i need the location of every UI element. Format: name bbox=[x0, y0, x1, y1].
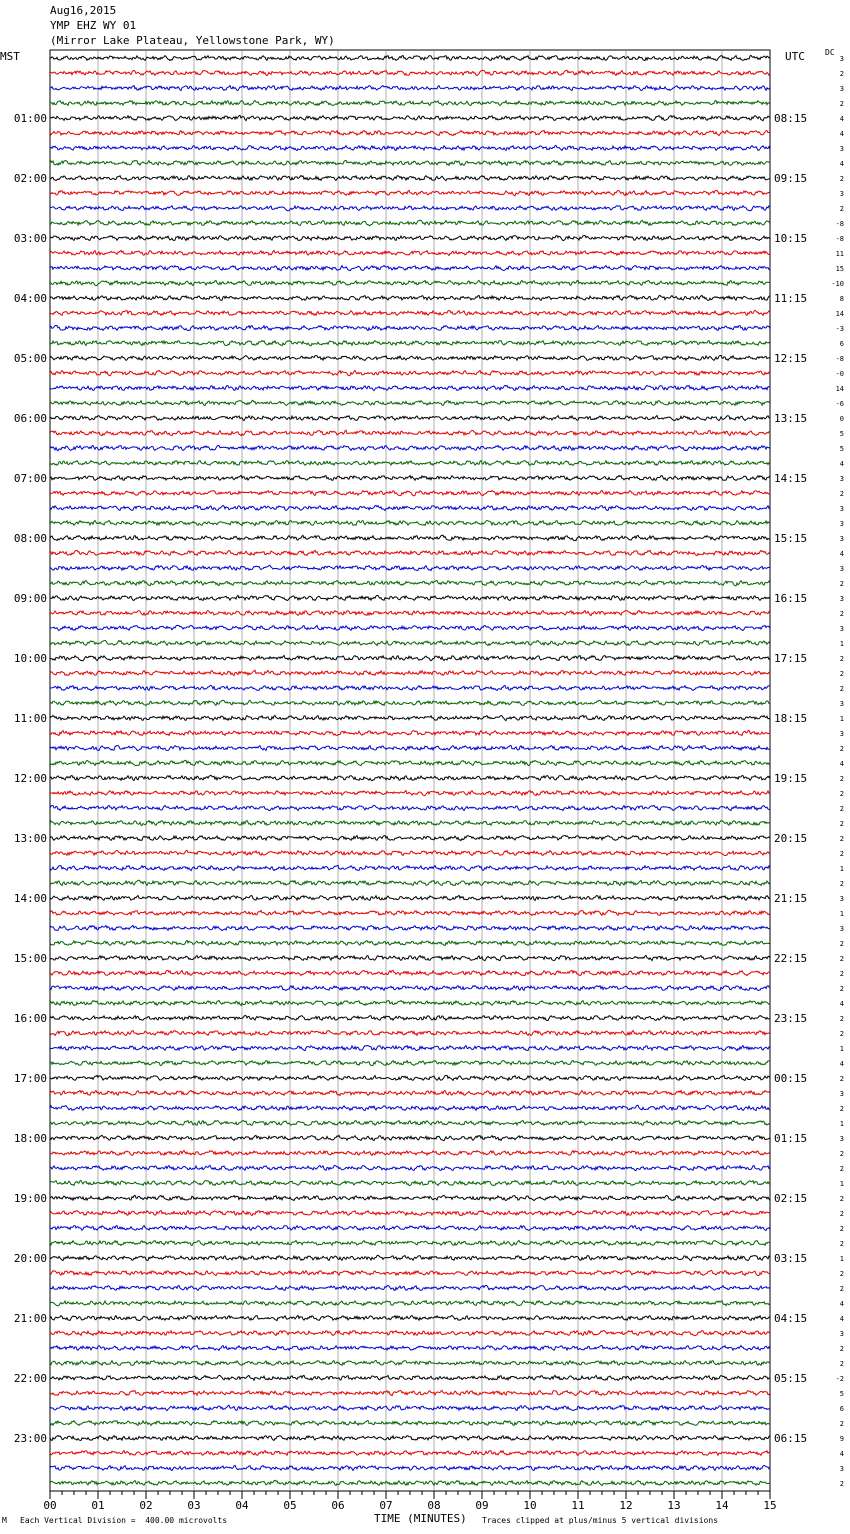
right-hour-label: 10:15 bbox=[774, 232, 808, 245]
dc-offset-value: 0 bbox=[839, 415, 844, 423]
dc-offset-value: -10 bbox=[831, 280, 844, 288]
trace-line bbox=[50, 1165, 770, 1170]
left-hour-label: 15:00 bbox=[13, 952, 47, 965]
right-hour-label: 04:15 bbox=[774, 1312, 808, 1325]
dc-offset-value: 3 bbox=[839, 85, 844, 93]
dc-offset-value: 2 bbox=[839, 820, 844, 828]
x-tick-label: 12 bbox=[619, 1499, 633, 1512]
dc-offset-value: 2 bbox=[839, 1105, 844, 1113]
trace-line bbox=[50, 715, 770, 720]
trace-line bbox=[50, 476, 770, 481]
dc-offset-value: 3 bbox=[839, 55, 844, 63]
left-hour-label: 12:00 bbox=[13, 772, 47, 785]
dc-offset-value: 2 bbox=[839, 610, 844, 618]
dc-offset-value: 4 bbox=[839, 1315, 844, 1323]
left-hour-label: 06:00 bbox=[13, 412, 47, 425]
dc-offset-value: 3 bbox=[839, 535, 844, 543]
trace-line bbox=[50, 220, 770, 225]
right-hour-label: 18:15 bbox=[774, 712, 808, 725]
dc-offset-value: 1 bbox=[839, 1180, 844, 1188]
left-hour-label: 01:00 bbox=[13, 112, 47, 125]
trace-line bbox=[50, 1436, 770, 1441]
trace-line bbox=[50, 1465, 770, 1470]
dc-offset-value: 2 bbox=[839, 1285, 844, 1293]
left-axis-label: MST bbox=[0, 50, 20, 63]
trace-line bbox=[50, 926, 770, 931]
trace-line bbox=[50, 461, 770, 466]
dc-offset-value: 3 bbox=[839, 475, 844, 483]
dc-offset-value: 2 bbox=[839, 670, 844, 678]
trace-line bbox=[50, 791, 770, 796]
dc-offset-value: 3 bbox=[839, 925, 844, 933]
header-station: YMP EHZ WY 01 bbox=[50, 19, 137, 32]
dc-offset-value: 2 bbox=[839, 970, 844, 978]
trace-line bbox=[50, 625, 770, 630]
dc-offset-value: 4 bbox=[839, 130, 844, 138]
trace-line bbox=[50, 730, 770, 735]
dc-offset-value: 2 bbox=[839, 775, 844, 783]
corner-mark: M bbox=[2, 1516, 7, 1525]
trace-line bbox=[50, 176, 770, 181]
trace-line bbox=[50, 1405, 770, 1410]
dc-offset-value: 4 bbox=[839, 160, 844, 168]
dc-offset-value: 2 bbox=[839, 1210, 844, 1218]
trace-line bbox=[50, 970, 770, 975]
trace-line bbox=[50, 326, 770, 331]
dc-offset-value: 3 bbox=[839, 625, 844, 633]
trace-line bbox=[50, 115, 770, 120]
trace-line bbox=[50, 1301, 770, 1306]
x-tick-label: 02 bbox=[139, 1499, 153, 1512]
left-hour-label: 14:00 bbox=[13, 892, 47, 905]
dc-offset-value: 5 bbox=[839, 445, 844, 453]
trace-line bbox=[50, 86, 770, 91]
left-hour-label: 20:00 bbox=[13, 1252, 47, 1265]
trace-line bbox=[50, 416, 770, 421]
trace-line bbox=[50, 520, 770, 525]
trace-line bbox=[50, 505, 770, 510]
right-hour-label: 03:15 bbox=[774, 1252, 808, 1265]
dc-offset-value: 2 bbox=[839, 955, 844, 963]
right-hour-label: 13:15 bbox=[774, 412, 808, 425]
dc-offset-value: 4 bbox=[839, 1450, 844, 1458]
trace-line bbox=[50, 1031, 770, 1036]
dc-offset-value: 2 bbox=[839, 1420, 844, 1428]
trace-line bbox=[50, 685, 770, 690]
trace-line bbox=[50, 1390, 770, 1395]
dc-offset-value: 2 bbox=[839, 655, 844, 663]
dc-offset-value: 2 bbox=[839, 745, 844, 753]
trace-line bbox=[50, 341, 770, 346]
dc-offset-value: 2 bbox=[839, 205, 844, 213]
dc-offset-value: 3 bbox=[839, 505, 844, 513]
dc-offset-value: 1 bbox=[839, 1120, 844, 1128]
left-hour-label: 04:00 bbox=[13, 292, 47, 305]
dc-offset-value: 1 bbox=[839, 1045, 844, 1053]
trace-line bbox=[50, 940, 770, 945]
right-hour-label: 17:15 bbox=[774, 652, 808, 665]
dc-offset-value: 2 bbox=[839, 880, 844, 888]
trace-line bbox=[50, 1375, 770, 1380]
left-hour-label: 21:00 bbox=[13, 1312, 47, 1325]
dc-offset-value: 3 bbox=[839, 1135, 844, 1143]
dc-offset-value: 2 bbox=[839, 835, 844, 843]
trace-line bbox=[50, 400, 770, 405]
trace-line bbox=[50, 355, 770, 360]
x-tick-label: 03 bbox=[187, 1499, 201, 1512]
x-axis-title: TIME (MINUTES) bbox=[374, 1512, 467, 1525]
dc-offset-value: 4 bbox=[839, 115, 844, 123]
dc-offset-value: 1 bbox=[839, 865, 844, 873]
right-hour-label: 00:15 bbox=[774, 1072, 808, 1085]
trace-line bbox=[50, 1226, 770, 1231]
dc-offset-value: 2 bbox=[839, 985, 844, 993]
trace-line bbox=[50, 1211, 770, 1216]
dc-offset-value: 2 bbox=[839, 1270, 844, 1278]
trace-line bbox=[50, 850, 770, 855]
right-hour-label: 15:15 bbox=[774, 532, 808, 545]
x-tick-label: 15 bbox=[763, 1499, 777, 1512]
trace-line bbox=[50, 1451, 770, 1456]
trace-line bbox=[50, 1421, 770, 1426]
trace-line bbox=[50, 1331, 770, 1336]
right-hour-label: 16:15 bbox=[774, 592, 808, 605]
dc-offset-value: 15 bbox=[835, 265, 844, 273]
right-hour-label: 20:15 bbox=[774, 832, 808, 845]
right-hour-label: 19:15 bbox=[774, 772, 808, 785]
trace-line bbox=[50, 1105, 770, 1110]
dc-offset-value: 6 bbox=[839, 340, 844, 348]
trace-line bbox=[50, 1001, 770, 1006]
trace-line bbox=[50, 160, 770, 165]
trace-line bbox=[50, 670, 770, 675]
dc-offset-value: 3 bbox=[839, 190, 844, 198]
x-tick-label: 07 bbox=[379, 1499, 393, 1512]
trace-line bbox=[50, 1075, 770, 1080]
trace-line bbox=[50, 385, 770, 390]
x-tick-label: 13 bbox=[667, 1499, 681, 1512]
dc-offset-value: 2 bbox=[839, 580, 844, 588]
scale-note: Each Vertical Division = 400.00 microvolts bbox=[20, 1516, 228, 1525]
dc-offset-value: 3 bbox=[839, 730, 844, 738]
trace-line bbox=[50, 880, 770, 885]
trace-line bbox=[50, 1046, 770, 1051]
dc-offset-value: 1 bbox=[839, 715, 844, 723]
trace-line bbox=[50, 1135, 770, 1140]
dc-offset-value: 2 bbox=[839, 175, 844, 183]
x-tick-label: 10 bbox=[523, 1499, 537, 1512]
dc-offset-value: 4 bbox=[839, 460, 844, 468]
x-tick-label: 09 bbox=[475, 1499, 489, 1512]
dc-offset-value: 3 bbox=[839, 1090, 844, 1098]
trace-line bbox=[50, 745, 770, 750]
trace-line bbox=[50, 775, 770, 780]
trace-line bbox=[50, 1120, 770, 1125]
trace-line bbox=[50, 986, 770, 991]
x-tick-label: 01 bbox=[91, 1499, 105, 1512]
right-hour-label: 05:15 bbox=[774, 1372, 808, 1385]
trace-line bbox=[50, 1315, 770, 1320]
left-hour-label: 08:00 bbox=[13, 532, 47, 545]
trace-line bbox=[50, 550, 770, 555]
dc-offset-value: 2 bbox=[839, 100, 844, 108]
right-hour-label: 21:15 bbox=[774, 892, 808, 905]
left-hour-label: 07:00 bbox=[13, 472, 47, 485]
x-tick-label: 05 bbox=[283, 1499, 297, 1512]
dc-offset-value: 2 bbox=[839, 1480, 844, 1488]
right-hour-label: 23:15 bbox=[774, 1012, 808, 1025]
right-hour-label: 12:15 bbox=[774, 352, 808, 365]
left-hour-label: 02:00 bbox=[13, 172, 47, 185]
right-hour-label: 02:15 bbox=[774, 1192, 808, 1205]
trace-line bbox=[50, 1180, 770, 1185]
dc-offset-value: 5 bbox=[839, 1390, 844, 1398]
dc-offset-value: 2 bbox=[839, 1240, 844, 1248]
dc-offset-value: 8 bbox=[839, 295, 844, 303]
dc-offset-value: 11 bbox=[835, 250, 844, 258]
trace-line bbox=[50, 295, 770, 300]
trace-line bbox=[50, 266, 770, 271]
trace-line bbox=[50, 1060, 770, 1065]
dc-offset-value: 2 bbox=[839, 490, 844, 498]
trace-line bbox=[50, 445, 770, 450]
right-hour-label: 09:15 bbox=[774, 172, 808, 185]
x-tick-label: 04 bbox=[235, 1499, 249, 1512]
right-hour-label: 22:15 bbox=[774, 952, 808, 965]
trace-line bbox=[50, 1480, 770, 1485]
trace-line bbox=[50, 611, 770, 616]
left-hour-label: 16:00 bbox=[13, 1012, 47, 1025]
trace-line bbox=[50, 490, 770, 495]
dc-offset-value: 1 bbox=[839, 1255, 844, 1263]
dc-offset-value: 2 bbox=[839, 1030, 844, 1038]
trace-line bbox=[50, 1240, 770, 1245]
dc-offset-value: 3 bbox=[839, 895, 844, 903]
trace-line bbox=[50, 865, 770, 870]
left-hour-label: 10:00 bbox=[13, 652, 47, 665]
dc-offset-value: 2 bbox=[839, 685, 844, 693]
trace-line bbox=[50, 206, 770, 211]
dc-offset-value: 3 bbox=[839, 1465, 844, 1473]
dc-offset-value: 6 bbox=[839, 1405, 844, 1413]
trace-line bbox=[50, 70, 770, 75]
trace-line bbox=[50, 280, 770, 285]
dc-offset-value: 2 bbox=[839, 1360, 844, 1368]
trace-line bbox=[50, 235, 770, 240]
trace-line bbox=[50, 1015, 770, 1020]
left-hour-label: 18:00 bbox=[13, 1132, 47, 1145]
trace-line bbox=[50, 760, 770, 765]
dc-offset-value: 5 bbox=[839, 430, 844, 438]
left-hour-label: 11:00 bbox=[13, 712, 47, 725]
left-hour-label: 19:00 bbox=[13, 1192, 47, 1205]
dc-offset-value: 14 bbox=[835, 310, 844, 318]
dc-offset-value: 3 bbox=[839, 595, 844, 603]
dc-offset-value: -3 bbox=[835, 325, 844, 333]
dc-offset-value: 4 bbox=[839, 1300, 844, 1308]
dc-offset-value: -6 bbox=[835, 400, 844, 408]
trace-line bbox=[50, 145, 770, 150]
right-hour-label: 11:15 bbox=[774, 292, 808, 305]
dc-offset-value: 2 bbox=[839, 1345, 844, 1353]
left-hour-label: 22:00 bbox=[13, 1372, 47, 1385]
left-hour-label: 05:00 bbox=[13, 352, 47, 365]
right-hour-label: 14:15 bbox=[774, 472, 808, 485]
x-tick-label: 06 bbox=[331, 1499, 345, 1512]
trace-line bbox=[50, 535, 770, 540]
x-tick-label: 11 bbox=[571, 1499, 585, 1512]
dc-offset-value: 3 bbox=[839, 520, 844, 528]
right-hour-label: 08:15 bbox=[774, 112, 808, 125]
dc-offset-value: 9 bbox=[839, 1435, 844, 1443]
trace-line bbox=[50, 640, 770, 645]
trace-line bbox=[50, 805, 770, 810]
left-hour-label: 17:00 bbox=[13, 1072, 47, 1085]
x-tick-label: 08 bbox=[427, 1499, 441, 1512]
trace-line bbox=[50, 955, 770, 960]
trace-line bbox=[50, 430, 770, 435]
left-hour-label: 09:00 bbox=[13, 592, 47, 605]
x-tick-label: 14 bbox=[715, 1499, 729, 1512]
trace-line bbox=[50, 1151, 770, 1156]
dc-offset-value: -8 bbox=[835, 235, 844, 243]
dc-offset-value: 3 bbox=[839, 565, 844, 573]
dc-offset-value: 2 bbox=[839, 1075, 844, 1083]
clip-note: Traces clipped at plus/minus 5 vertical divisions bbox=[482, 1516, 719, 1525]
dc-offset-value: 2 bbox=[839, 790, 844, 798]
right-hour-label: 06:15 bbox=[774, 1432, 808, 1445]
dc-label: DC bbox=[825, 48, 835, 57]
trace-line bbox=[50, 581, 770, 586]
trace-line bbox=[50, 1270, 770, 1275]
dc-offset-value: -8 bbox=[835, 355, 844, 363]
trace-line bbox=[50, 55, 770, 60]
trace-line bbox=[50, 130, 770, 135]
left-hour-label: 03:00 bbox=[13, 232, 47, 245]
dc-offset-value: 14 bbox=[835, 385, 844, 393]
trace-line bbox=[50, 1195, 770, 1200]
left-hour-label: 23:00 bbox=[13, 1432, 47, 1445]
trace-line bbox=[50, 370, 770, 375]
dc-offset-value: 1 bbox=[839, 640, 844, 648]
trace-line bbox=[50, 1285, 770, 1290]
trace-line bbox=[50, 821, 770, 826]
dc-offset-value: -2 bbox=[835, 1375, 844, 1383]
dc-offset-value: 2 bbox=[839, 1015, 844, 1023]
trace-line bbox=[50, 895, 770, 900]
dc-offset-value: 3 bbox=[839, 1330, 844, 1338]
dc-offset-value: 4 bbox=[839, 1060, 844, 1068]
dc-offset-value: 2 bbox=[839, 1195, 844, 1203]
dc-offset-value: 4 bbox=[839, 550, 844, 558]
trace-line bbox=[50, 101, 770, 106]
dc-offset-value: 3 bbox=[839, 145, 844, 153]
dc-offset-value: 2 bbox=[839, 1150, 844, 1158]
dc-offset-value: 2 bbox=[839, 850, 844, 858]
trace-line bbox=[50, 1091, 770, 1096]
header-location: (Mirror Lake Plateau, Yellowstone Park, WY) bbox=[50, 34, 335, 47]
right-hour-label: 01:15 bbox=[774, 1132, 808, 1145]
trace-line bbox=[50, 310, 770, 315]
dc-offset-value: 1 bbox=[839, 910, 844, 918]
trace-line bbox=[50, 1360, 770, 1365]
dc-offset-value: 2 bbox=[839, 940, 844, 948]
dc-offset-value: 2 bbox=[839, 1165, 844, 1173]
trace-line bbox=[50, 1255, 770, 1260]
dc-offset-value: 4 bbox=[839, 760, 844, 768]
left-hour-label: 13:00 bbox=[13, 832, 47, 845]
dc-offset-value: 2 bbox=[839, 805, 844, 813]
header-date: Aug16,2015 bbox=[50, 4, 117, 17]
trace-line bbox=[50, 1346, 770, 1351]
dc-offset-value: 4 bbox=[839, 1000, 844, 1008]
trace-line bbox=[50, 656, 770, 661]
right-axis-label: UTC bbox=[785, 50, 805, 63]
dc-offset-value: 3 bbox=[839, 700, 844, 708]
trace-line bbox=[50, 565, 770, 570]
dc-offset-value: 2 bbox=[839, 70, 844, 78]
x-tick-label: 00 bbox=[43, 1499, 57, 1512]
trace-line bbox=[50, 700, 770, 705]
dc-offset-value: 2 bbox=[839, 1225, 844, 1233]
trace-line bbox=[50, 595, 770, 600]
dc-offset-value: -0 bbox=[835, 370, 844, 378]
dc-offset-value: -8 bbox=[835, 220, 844, 228]
trace-line bbox=[50, 910, 770, 915]
trace-line bbox=[50, 190, 770, 195]
trace-line bbox=[50, 835, 770, 840]
trace-line bbox=[50, 250, 770, 255]
